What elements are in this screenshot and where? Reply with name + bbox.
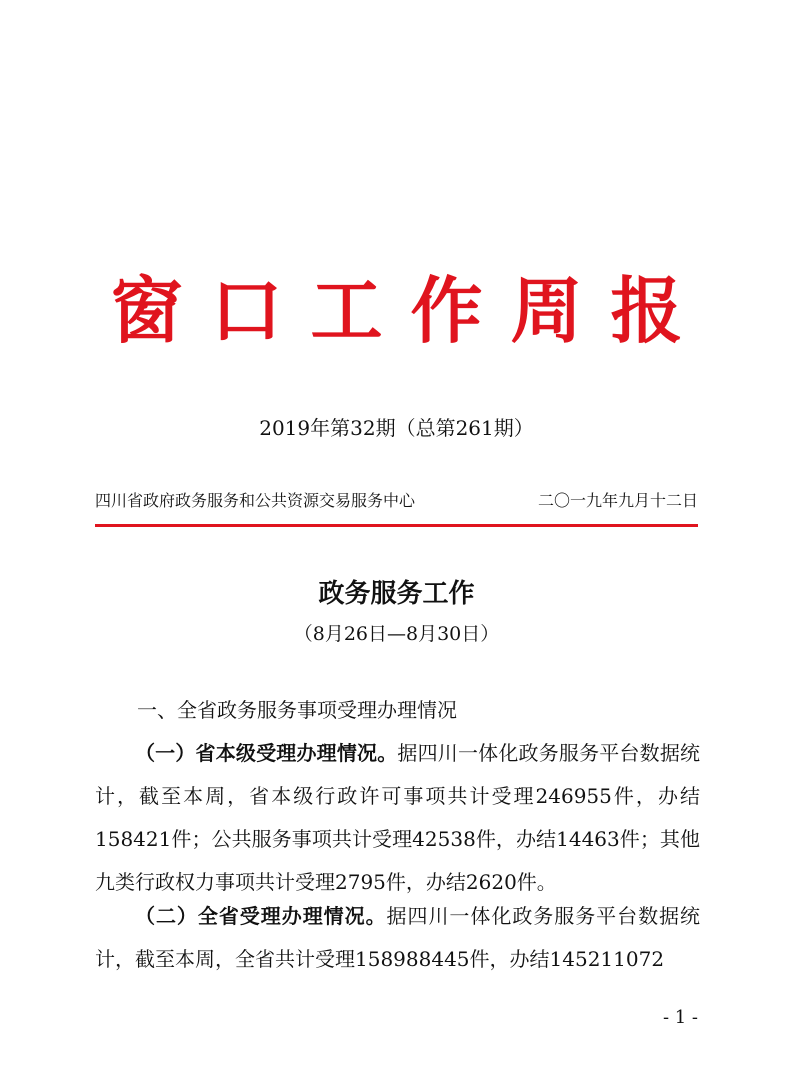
paragraph (95, 895, 700, 981)
masthead-title: 窗口工作周报 (110, 268, 711, 353)
issuing-organization: 四川省政府政务服务和公共资源交易服务中心 (95, 491, 416, 510)
paragraph-body: 据四川一体化政务服务平台数据统计，截至本周，全省共计受理158988445件，办结145211072 (95, 904, 701, 971)
paragraph-body: 据四川一体化政务服务平台数据统计，截至本周，省本级行政许可事项共计受理246955件，办结158421件；公共服务事项共计受理42538件，办结14463件；其他九类行政权力事项共计受理2795件，办结2620件。 (95, 741, 701, 894)
header-info-line (95, 488, 698, 514)
issue-date: 二〇一九年九月十二日 (537, 491, 698, 510)
date-range: （8月26日—8月30日） (293, 623, 500, 645)
heading-level-1: 一、全省政务服务事项受理办理情况 (137, 698, 457, 722)
paragraph-lead: （一）省本级受理办理情况。 (135, 741, 398, 765)
red-divider-rule (95, 524, 698, 527)
issue-number: 2019年第32期（总第261期） (259, 416, 534, 440)
paragraph (95, 732, 700, 904)
paragraph-lead: （二）全省受理办理情况。 (135, 904, 387, 928)
page-number: - 1 - (662, 1007, 698, 1028)
section-title: 政务服务工作 (318, 579, 475, 609)
